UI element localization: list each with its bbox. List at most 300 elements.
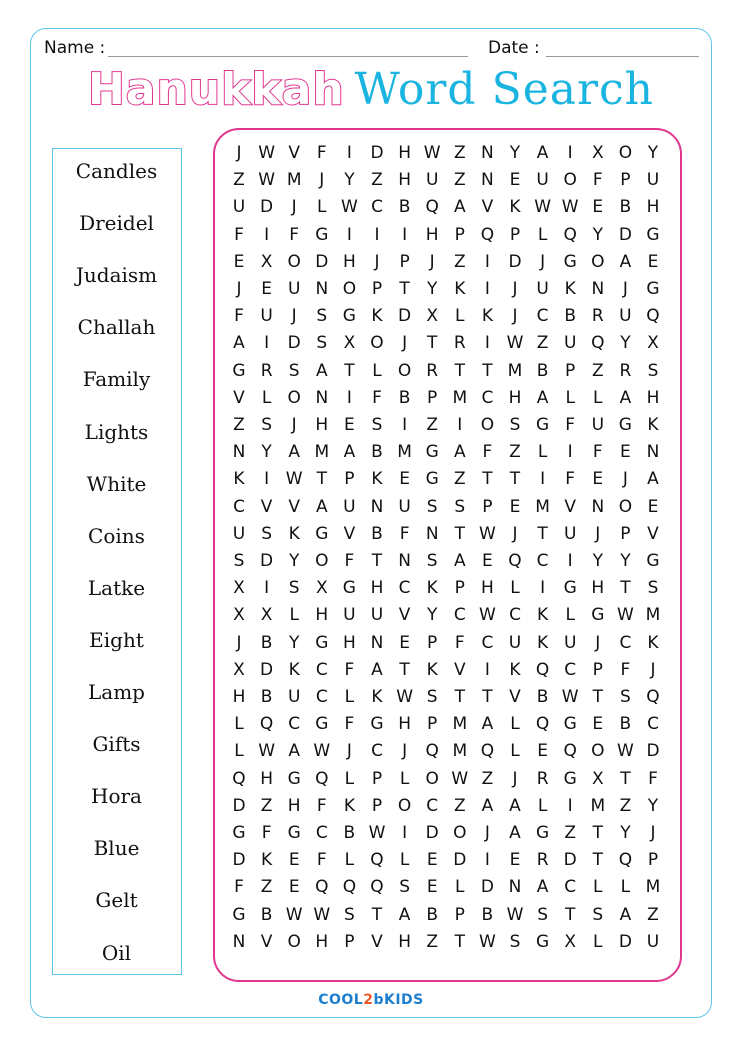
grid-letter[interactable]: V — [509, 687, 521, 707]
grid-letter[interactable]: H — [315, 605, 329, 626]
grid-letter[interactable]: S — [592, 904, 604, 925]
grid-letter[interactable]: C — [426, 795, 439, 816]
grid-letter[interactable]: Q — [342, 877, 357, 898]
grid-letter[interactable]: H — [398, 143, 411, 163]
grid-letter[interactable]: J — [402, 741, 408, 762]
grid-letter[interactable]: A — [288, 741, 300, 762]
grid-letter[interactable]: M — [452, 714, 468, 735]
grid-letter[interactable]: D — [287, 333, 301, 354]
grid-letter[interactable]: I — [484, 279, 490, 299]
grid-letter[interactable]: G — [563, 251, 577, 272]
grid-letter[interactable]: H — [646, 197, 660, 218]
grid-letter[interactable]: I — [484, 850, 490, 871]
grid-letter[interactable]: P — [454, 578, 465, 599]
grid-letter[interactable]: J — [291, 306, 297, 327]
grid-letter[interactable]: W — [534, 197, 551, 218]
grid-letter[interactable]: F — [234, 877, 244, 898]
grid-letter[interactable]: Z — [509, 442, 521, 463]
grid-letter[interactable]: B — [619, 714, 632, 735]
grid-letter[interactable]: T — [399, 279, 410, 299]
grid-letter[interactable]: B — [343, 823, 356, 843]
grid-letter[interactable]: P — [427, 714, 438, 735]
grid-letter[interactable]: L — [234, 741, 244, 762]
grid-letter[interactable]: V — [481, 197, 494, 218]
grid-letter[interactable]: H — [342, 251, 356, 272]
grid-letter[interactable]: S — [343, 904, 355, 925]
grid-letter[interactable]: E — [288, 850, 300, 871]
grid-letter[interactable]: Z — [536, 333, 549, 354]
grid-letter[interactable]: C — [315, 659, 328, 680]
grid-letter[interactable]: L — [565, 387, 575, 408]
grid-letter[interactable]: E — [620, 442, 631, 463]
grid-letter[interactable]: I — [346, 143, 352, 163]
grid-letter[interactable]: P — [647, 850, 659, 871]
grid-letter[interactable]: F — [620, 659, 631, 680]
grid-letter[interactable]: T — [620, 768, 631, 789]
grid-letter[interactable]: C — [315, 687, 328, 707]
grid-letter[interactable]: Z — [453, 170, 466, 191]
grid-letter[interactable]: S — [288, 578, 300, 599]
grid-letter[interactable]: B — [426, 904, 439, 925]
grid-letter[interactable]: Q — [618, 850, 633, 871]
grid-letter[interactable]: F — [234, 306, 244, 327]
grid-letter[interactable]: E — [426, 850, 438, 871]
grid-letter[interactable]: A — [536, 877, 549, 898]
grid-letter[interactable]: T — [316, 469, 327, 490]
grid-letter[interactable]: M — [645, 877, 661, 898]
grid-letter[interactable]: G — [591, 605, 605, 626]
grid-letter[interactable]: T — [426, 333, 438, 354]
grid-letter[interactable]: L — [261, 387, 272, 408]
grid-letter[interactable]: M — [314, 442, 330, 463]
grid-letter[interactable]: Q — [535, 659, 550, 680]
grid-letter[interactable]: J — [650, 659, 656, 680]
grid-letter[interactable]: D — [563, 850, 577, 871]
grid-letter[interactable]: T — [454, 523, 465, 544]
grid-letter[interactable]: A — [509, 795, 521, 816]
grid-letter[interactable]: O — [397, 795, 412, 816]
grid-letter[interactable]: F — [316, 795, 327, 816]
grid-letter[interactable]: B — [481, 904, 494, 925]
grid-letter[interactable]: P — [454, 224, 465, 245]
grid-letter[interactable]: U — [232, 523, 246, 544]
grid-letter[interactable]: Z — [647, 904, 659, 925]
grid-letter[interactable]: C — [564, 659, 577, 680]
grid-letter[interactable]: G — [342, 578, 356, 599]
grid-letter[interactable]: L — [317, 197, 327, 218]
grid-letter[interactable]: N — [481, 170, 494, 191]
grid-letter[interactable]: H — [260, 768, 273, 789]
grid-letter[interactable]: Q — [370, 877, 384, 898]
grid-letter[interactable]: W — [396, 687, 413, 707]
grid-letter[interactable]: O — [342, 279, 357, 299]
grid-letter[interactable]: G — [563, 714, 577, 735]
grid-letter[interactable]: T — [454, 360, 465, 381]
grid-letter[interactable]: O — [563, 170, 577, 191]
grid-letter[interactable]: Q — [563, 224, 577, 245]
grid-letter[interactable]: B — [260, 687, 273, 707]
name-line[interactable] — [108, 56, 468, 57]
grid-letter[interactable]: T — [592, 823, 603, 843]
grid-letter[interactable]: R — [536, 850, 549, 871]
grid-letter[interactable]: A — [481, 795, 494, 816]
grid-letter[interactable]: Q — [646, 687, 660, 707]
grid-letter[interactable]: O — [618, 143, 633, 163]
grid-letter[interactable]: W — [313, 741, 331, 762]
grid-letter[interactable]: H — [646, 387, 660, 408]
grid-letter[interactable]: C — [398, 578, 411, 599]
grid-letter[interactable]: Q — [425, 741, 439, 762]
grid-letter[interactable]: Y — [620, 823, 631, 843]
grid-letter[interactable]: B — [398, 197, 411, 218]
grid-letter[interactable]: L — [593, 387, 603, 408]
grid-letter[interactable]: C — [564, 877, 577, 898]
grid-letter[interactable]: S — [233, 551, 245, 571]
grid-letter[interactable]: J — [402, 333, 408, 354]
grid-letter[interactable]: E — [344, 415, 355, 435]
grid-letter[interactable]: E — [647, 251, 659, 272]
grid-letter[interactable]: N — [591, 279, 605, 299]
grid-letter[interactable]: W — [285, 904, 303, 925]
grid-letter[interactable]: S — [261, 523, 272, 544]
grid-letter[interactable]: J — [622, 279, 628, 299]
grid-letter[interactable]: R — [619, 360, 632, 381]
grid-letter[interactable]: G — [287, 768, 301, 789]
grid-letter[interactable]: Y — [647, 143, 659, 163]
grid-letter[interactable]: T — [537, 523, 548, 544]
grid-letter[interactable]: K — [288, 659, 300, 680]
grid-letter[interactable]: L — [510, 578, 520, 599]
grid-letter[interactable]: I — [567, 143, 573, 163]
grid-letter[interactable]: K — [426, 659, 438, 680]
grid-letter[interactable]: X — [260, 605, 273, 626]
grid-letter[interactable]: I — [484, 659, 490, 680]
grid-letter[interactable]: I — [567, 551, 573, 571]
grid-letter[interactable]: A — [536, 387, 549, 408]
grid-letter[interactable]: N — [481, 143, 494, 163]
grid-letter[interactable]: V — [647, 523, 659, 544]
grid-letter[interactable]: Y — [344, 170, 355, 191]
grid-letter[interactable]: L — [289, 605, 299, 626]
grid-letter[interactable]: P — [371, 768, 383, 789]
grid-letter[interactable]: L — [455, 306, 465, 327]
grid-letter[interactable]: J — [512, 279, 518, 299]
grid-letter[interactable]: R — [426, 360, 439, 381]
grid-letter[interactable]: R — [453, 333, 466, 354]
grid-letter[interactable]: T — [509, 469, 521, 490]
grid-letter[interactable]: O — [591, 741, 605, 762]
grid-letter[interactable]: W — [478, 605, 496, 626]
grid-letter[interactable]: J — [512, 306, 518, 327]
grid-letter[interactable]: T — [344, 360, 355, 381]
grid-letter[interactable]: F — [482, 442, 493, 463]
grid-letter[interactable]: Z — [453, 143, 466, 163]
grid-letter[interactable]: S — [316, 333, 328, 354]
grid-letter[interactable]: C — [315, 823, 328, 843]
grid-letter[interactable]: N — [315, 279, 329, 299]
grid-letter[interactable]: X — [343, 333, 356, 354]
grid-letter[interactable]: U — [508, 632, 522, 653]
grid-letter[interactable]: J — [374, 251, 380, 272]
grid-letter[interactable]: T — [592, 850, 603, 871]
date-line[interactable] — [546, 56, 699, 57]
grid-letter[interactable]: V — [260, 496, 273, 517]
grid-letter[interactable]: P — [565, 360, 576, 381]
grid-letter[interactable]: N — [425, 523, 439, 544]
grid-letter[interactable]: K — [261, 850, 273, 871]
grid-letter[interactable]: I — [540, 578, 546, 599]
grid-letter[interactable]: G — [563, 578, 577, 599]
grid-letter[interactable]: O — [370, 333, 384, 354]
grid-letter[interactable]: C — [509, 605, 521, 626]
grid-letter[interactable]: O — [287, 251, 301, 272]
grid-letter[interactable]: K — [233, 469, 245, 490]
grid-letter[interactable]: L — [565, 605, 575, 626]
grid-letter[interactable]: F — [648, 768, 658, 789]
grid-letter[interactable]: H — [398, 714, 411, 735]
grid-letter[interactable]: K — [371, 306, 383, 327]
grid-letter[interactable]: P — [620, 170, 631, 191]
grid-letter[interactable]: G — [536, 931, 550, 952]
grid-letter[interactable]: E — [592, 469, 604, 490]
grid-letter[interactable]: O — [425, 768, 439, 789]
grid-letter[interactable]: A — [481, 714, 494, 735]
grid-letter[interactable]: J — [484, 823, 490, 843]
grid-letter[interactable]: K — [426, 578, 438, 599]
grid-letter[interactable]: T — [482, 360, 493, 381]
grid-letter[interactable]: Y — [426, 605, 438, 626]
grid-letter[interactable]: G — [425, 442, 439, 463]
grid-letter[interactable]: N — [232, 442, 246, 463]
grid-letter[interactable]: S — [454, 496, 466, 517]
grid-letter[interactable]: Y — [509, 143, 521, 163]
grid-letter[interactable]: K — [509, 197, 521, 218]
grid-letter[interactable]: T — [620, 578, 631, 599]
grid-letter[interactable]: V — [398, 605, 411, 626]
grid-letter[interactable]: Q — [259, 714, 274, 735]
grid-letter[interactable]: A — [509, 823, 521, 843]
grid-letter[interactable]: E — [509, 496, 521, 517]
grid-letter[interactable]: V — [371, 931, 383, 952]
grid-letter[interactable]: U — [591, 415, 605, 435]
grid-letter[interactable]: B — [260, 632, 273, 653]
grid-letter[interactable]: X — [591, 768, 604, 789]
grid-letter[interactable]: B — [398, 387, 411, 408]
grid-letter[interactable]: D — [453, 850, 467, 871]
grid-letter[interactable]: K — [454, 279, 466, 299]
grid-letter[interactable]: Q — [563, 741, 577, 762]
grid-letter[interactable]: L — [399, 768, 410, 789]
grid-letter[interactable]: I — [457, 415, 463, 435]
grid-letter[interactable]: Z — [591, 360, 604, 381]
grid-letter[interactable]: G — [232, 904, 246, 925]
grid-letter[interactable]: S — [619, 687, 631, 707]
grid-letter[interactable]: T — [454, 931, 465, 952]
grid-letter[interactable]: P — [620, 523, 631, 544]
grid-letter[interactable]: W — [561, 687, 579, 707]
grid-letter[interactable]: G — [232, 823, 246, 843]
grid-letter[interactable]: L — [399, 850, 410, 871]
grid-letter[interactable]: S — [288, 360, 300, 381]
grid-letter[interactable]: U — [536, 170, 549, 191]
grid-letter[interactable]: K — [371, 687, 383, 707]
grid-letter[interactable]: S — [426, 551, 438, 571]
grid-letter[interactable]: V — [453, 659, 466, 680]
grid-letter[interactable]: A — [647, 469, 659, 490]
grid-letter[interactable]: R — [536, 768, 549, 789]
grid-letter[interactable]: D — [232, 850, 246, 871]
grid-letter[interactable]: U — [232, 197, 246, 218]
grid-letter[interactable]: I — [374, 224, 380, 245]
grid-letter[interactable]: K — [343, 795, 355, 816]
grid-letter[interactable]: S — [399, 877, 410, 898]
grid-letter[interactable]: U — [343, 496, 356, 517]
grid-letter[interactable]: I — [567, 795, 573, 816]
grid-letter[interactable]: J — [540, 251, 546, 272]
grid-letter[interactable]: T — [454, 687, 465, 707]
grid-letter[interactable]: K — [288, 523, 300, 544]
grid-letter[interactable]: K — [647, 415, 659, 435]
grid-letter[interactable]: X — [591, 143, 604, 163]
grid-letter[interactable]: W — [368, 823, 386, 843]
grid-letter[interactable]: B — [536, 687, 549, 707]
grid-letter[interactable]: A — [343, 442, 356, 463]
grid-letter[interactable]: I — [540, 469, 546, 490]
grid-letter[interactable]: A — [315, 360, 328, 381]
grid-letter[interactable]: X — [233, 605, 245, 626]
grid-letter[interactable]: J — [512, 768, 518, 789]
grid-letter[interactable]: H — [480, 578, 494, 599]
grid-letter[interactable]: L — [620, 877, 631, 898]
grid-letter[interactable]: B — [260, 904, 273, 925]
grid-letter[interactable]: C — [647, 714, 659, 735]
grid-letter[interactable]: L — [344, 850, 355, 871]
grid-letter[interactable]: W — [258, 170, 275, 191]
grid-letter[interactable]: A — [619, 387, 632, 408]
grid-letter[interactable]: O — [591, 251, 605, 272]
grid-letter[interactable]: J — [236, 143, 242, 163]
grid-letter[interactable]: A — [619, 251, 632, 272]
grid-letter[interactable]: S — [537, 904, 548, 925]
grid-letter[interactable]: X — [647, 333, 659, 354]
grid-letter[interactable]: L — [537, 795, 548, 816]
grid-letter[interactable]: E — [509, 170, 521, 191]
grid-letter[interactable]: F — [372, 387, 382, 408]
grid-letter[interactable]: I — [567, 442, 573, 463]
grid-letter[interactable]: L — [537, 224, 548, 245]
grid-letter[interactable]: N — [398, 551, 411, 571]
grid-letter[interactable]: V — [288, 496, 300, 517]
grid-letter[interactable]: M — [590, 795, 606, 816]
grid-letter[interactable]: I — [346, 224, 352, 245]
grid-letter[interactable]: R — [591, 306, 604, 327]
grid-letter[interactable]: O — [453, 823, 467, 843]
grid-letter[interactable]: Z — [481, 768, 494, 789]
grid-letter[interactable]: S — [316, 306, 328, 327]
grid-letter[interactable]: O — [287, 931, 301, 952]
grid-letter[interactable]: S — [509, 931, 521, 952]
grid-letter[interactable]: N — [370, 632, 384, 653]
grid-letter[interactable]: I — [402, 823, 408, 843]
grid-letter[interactable]: F — [565, 415, 576, 435]
grid-letter[interactable]: P — [427, 632, 438, 653]
grid-letter[interactable]: Y — [426, 279, 438, 299]
grid-letter[interactable]: W — [313, 904, 331, 925]
grid-letter[interactable]: Y — [288, 551, 300, 571]
grid-letter[interactable]: M — [535, 496, 550, 517]
grid-letter[interactable]: S — [426, 496, 438, 517]
grid-letter[interactable]: V — [564, 496, 576, 517]
grid-letter[interactable]: L — [344, 687, 355, 707]
grid-letter[interactable]: H — [398, 170, 411, 191]
grid-letter[interactable]: J — [236, 279, 242, 299]
grid-letter[interactable]: X — [233, 659, 245, 680]
grid-letter[interactable]: O — [480, 415, 495, 435]
grid-letter[interactable]: W — [258, 741, 275, 762]
grid-letter[interactable]: V — [288, 143, 300, 163]
grid-letter[interactable]: B — [564, 306, 577, 327]
grid-letter[interactable]: I — [264, 469, 270, 490]
grid-letter[interactable]: Q — [315, 768, 329, 789]
grid-letter[interactable]: J — [595, 523, 601, 544]
grid-letter[interactable]: O — [618, 496, 633, 517]
grid-letter[interactable]: P — [344, 931, 355, 952]
grid-letter[interactable]: D — [508, 251, 522, 272]
grid-letter[interactable]: L — [344, 768, 355, 789]
grid-letter[interactable]: G — [315, 523, 329, 544]
grid-letter[interactable]: Z — [564, 823, 577, 843]
grid-letter[interactable]: F — [454, 632, 465, 653]
grid-letter[interactable]: W — [478, 523, 496, 544]
grid-letter[interactable]: J — [346, 741, 352, 762]
grid-letter[interactable]: D — [398, 306, 412, 327]
grid-letter[interactable]: N — [315, 387, 329, 408]
grid-letter[interactable]: Q — [370, 850, 384, 871]
grid-letter[interactable]: I — [264, 224, 270, 245]
grid-letter[interactable]: F — [344, 714, 355, 735]
grid-letter[interactable]: C — [481, 632, 494, 653]
grid-letter[interactable]: E — [399, 632, 410, 653]
grid-letter[interactable]: Z — [260, 795, 273, 816]
grid-letter[interactable]: C — [481, 387, 494, 408]
grid-letter[interactable]: G — [646, 279, 660, 299]
grid-letter[interactable]: Q — [480, 741, 495, 762]
grid-letter[interactable]: Z — [426, 931, 439, 952]
grid-letter[interactable]: E — [647, 496, 659, 517]
grid-letter[interactable]: M — [452, 741, 468, 762]
grid-letter[interactable]: P — [454, 904, 465, 925]
grid-letter[interactable]: C — [371, 197, 383, 218]
grid-letter[interactable]: Z — [426, 415, 439, 435]
grid-letter[interactable]: U — [646, 931, 660, 952]
grid-letter[interactable]: F — [234, 224, 244, 245]
grid-letter[interactable]: P — [344, 469, 355, 490]
grid-letter[interactable]: G — [646, 551, 660, 571]
grid-letter[interactable]: D — [370, 143, 384, 163]
grid-letter[interactable]: J — [291, 415, 297, 435]
grid-letter[interactable]: C — [536, 306, 549, 327]
grid-letter[interactable]: U — [260, 306, 273, 327]
grid-letter[interactable]: E — [509, 850, 521, 871]
grid-letter[interactable]: Z — [453, 251, 466, 272]
grid-letter[interactable]: H — [342, 632, 356, 653]
grid-letter[interactable]: D — [646, 741, 660, 762]
grid-letter[interactable]: N — [370, 496, 384, 517]
grid-letter[interactable]: Q — [591, 333, 605, 354]
grid-letter[interactable]: U — [646, 170, 660, 191]
grid-letter[interactable]: G — [315, 632, 329, 653]
grid-letter[interactable]: H — [508, 387, 522, 408]
